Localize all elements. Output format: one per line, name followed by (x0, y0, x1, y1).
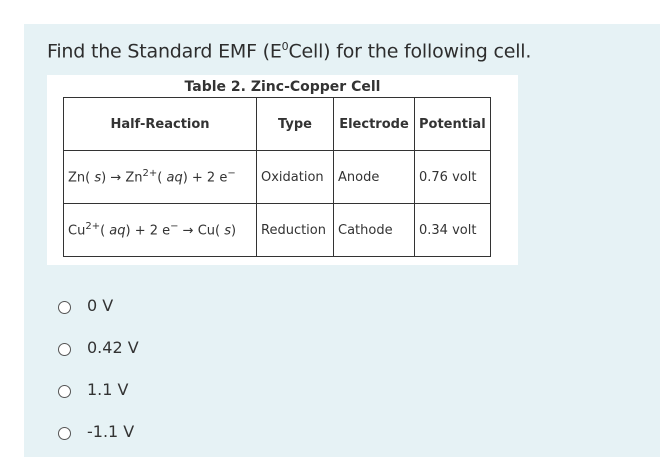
question-text (47, 40, 531, 62)
reaction-state: s (224, 223, 232, 239)
reaction-state: aq (166, 170, 183, 186)
reaction-cell (64, 204, 257, 257)
radio-button[interactable] (58, 343, 71, 356)
potential-cell: 0.34 volt (415, 204, 491, 257)
header-potential: Potential (415, 98, 491, 151)
reaction-cell (64, 151, 257, 204)
reaction-charge: 2+ (142, 168, 158, 180)
reaction-text: Zn( (68, 170, 95, 186)
option-label[interactable]: 0 V (87, 296, 114, 315)
reaction-text: ) + 2 e (182, 170, 228, 186)
table-row (64, 204, 491, 257)
reaction-text: ) (231, 223, 237, 239)
cell-table (63, 97, 491, 257)
table-caption: Table 2. Zinc-Copper Cell (184, 79, 381, 95)
reaction-charge: − (170, 221, 179, 233)
reaction-state: aq (109, 223, 126, 239)
question-superscript: 0 (281, 40, 289, 53)
option-label[interactable]: 0.42 V (87, 338, 139, 357)
radio-button[interactable] (58, 427, 71, 440)
option-0[interactable] (58, 296, 139, 338)
table-row (64, 151, 491, 204)
type-cell: Oxidation (257, 151, 334, 204)
reaction-text: Cu (68, 223, 86, 239)
electrode-cell: Anode (334, 151, 415, 204)
option-label[interactable]: 1.1 V (87, 380, 129, 399)
reaction-text: ( (100, 223, 110, 239)
option-label[interactable]: -1.1 V (87, 422, 135, 441)
header-half-reaction: Half-Reaction (64, 98, 257, 151)
header-type: Type (257, 98, 334, 151)
reaction-charge: − (227, 168, 236, 180)
electrode-cell: Cathode (334, 204, 415, 257)
question-suffix: Cell) for the following cell. (288, 40, 532, 63)
radio-button[interactable] (58, 301, 71, 314)
option-3[interactable] (58, 422, 139, 464)
answer-options (58, 296, 139, 464)
table-container (47, 75, 518, 265)
question-prefix: Find the Standard EMF (E (47, 40, 282, 63)
option-1[interactable] (58, 338, 139, 380)
reaction-text: → Cu( (178, 223, 225, 239)
table-header-row (64, 98, 491, 151)
option-2[interactable] (58, 380, 139, 422)
reaction-charge: 2+ (85, 221, 101, 233)
type-cell: Reduction (257, 204, 334, 257)
reaction-state: s (94, 170, 102, 186)
reaction-text: ( (157, 170, 167, 186)
radio-button[interactable] (58, 385, 71, 398)
reaction-text: ) → Zn (101, 170, 143, 186)
potential-cell: 0.76 volt (415, 151, 491, 204)
reaction-text: ) + 2 e (125, 223, 171, 239)
header-electrode: Electrode (334, 98, 415, 151)
